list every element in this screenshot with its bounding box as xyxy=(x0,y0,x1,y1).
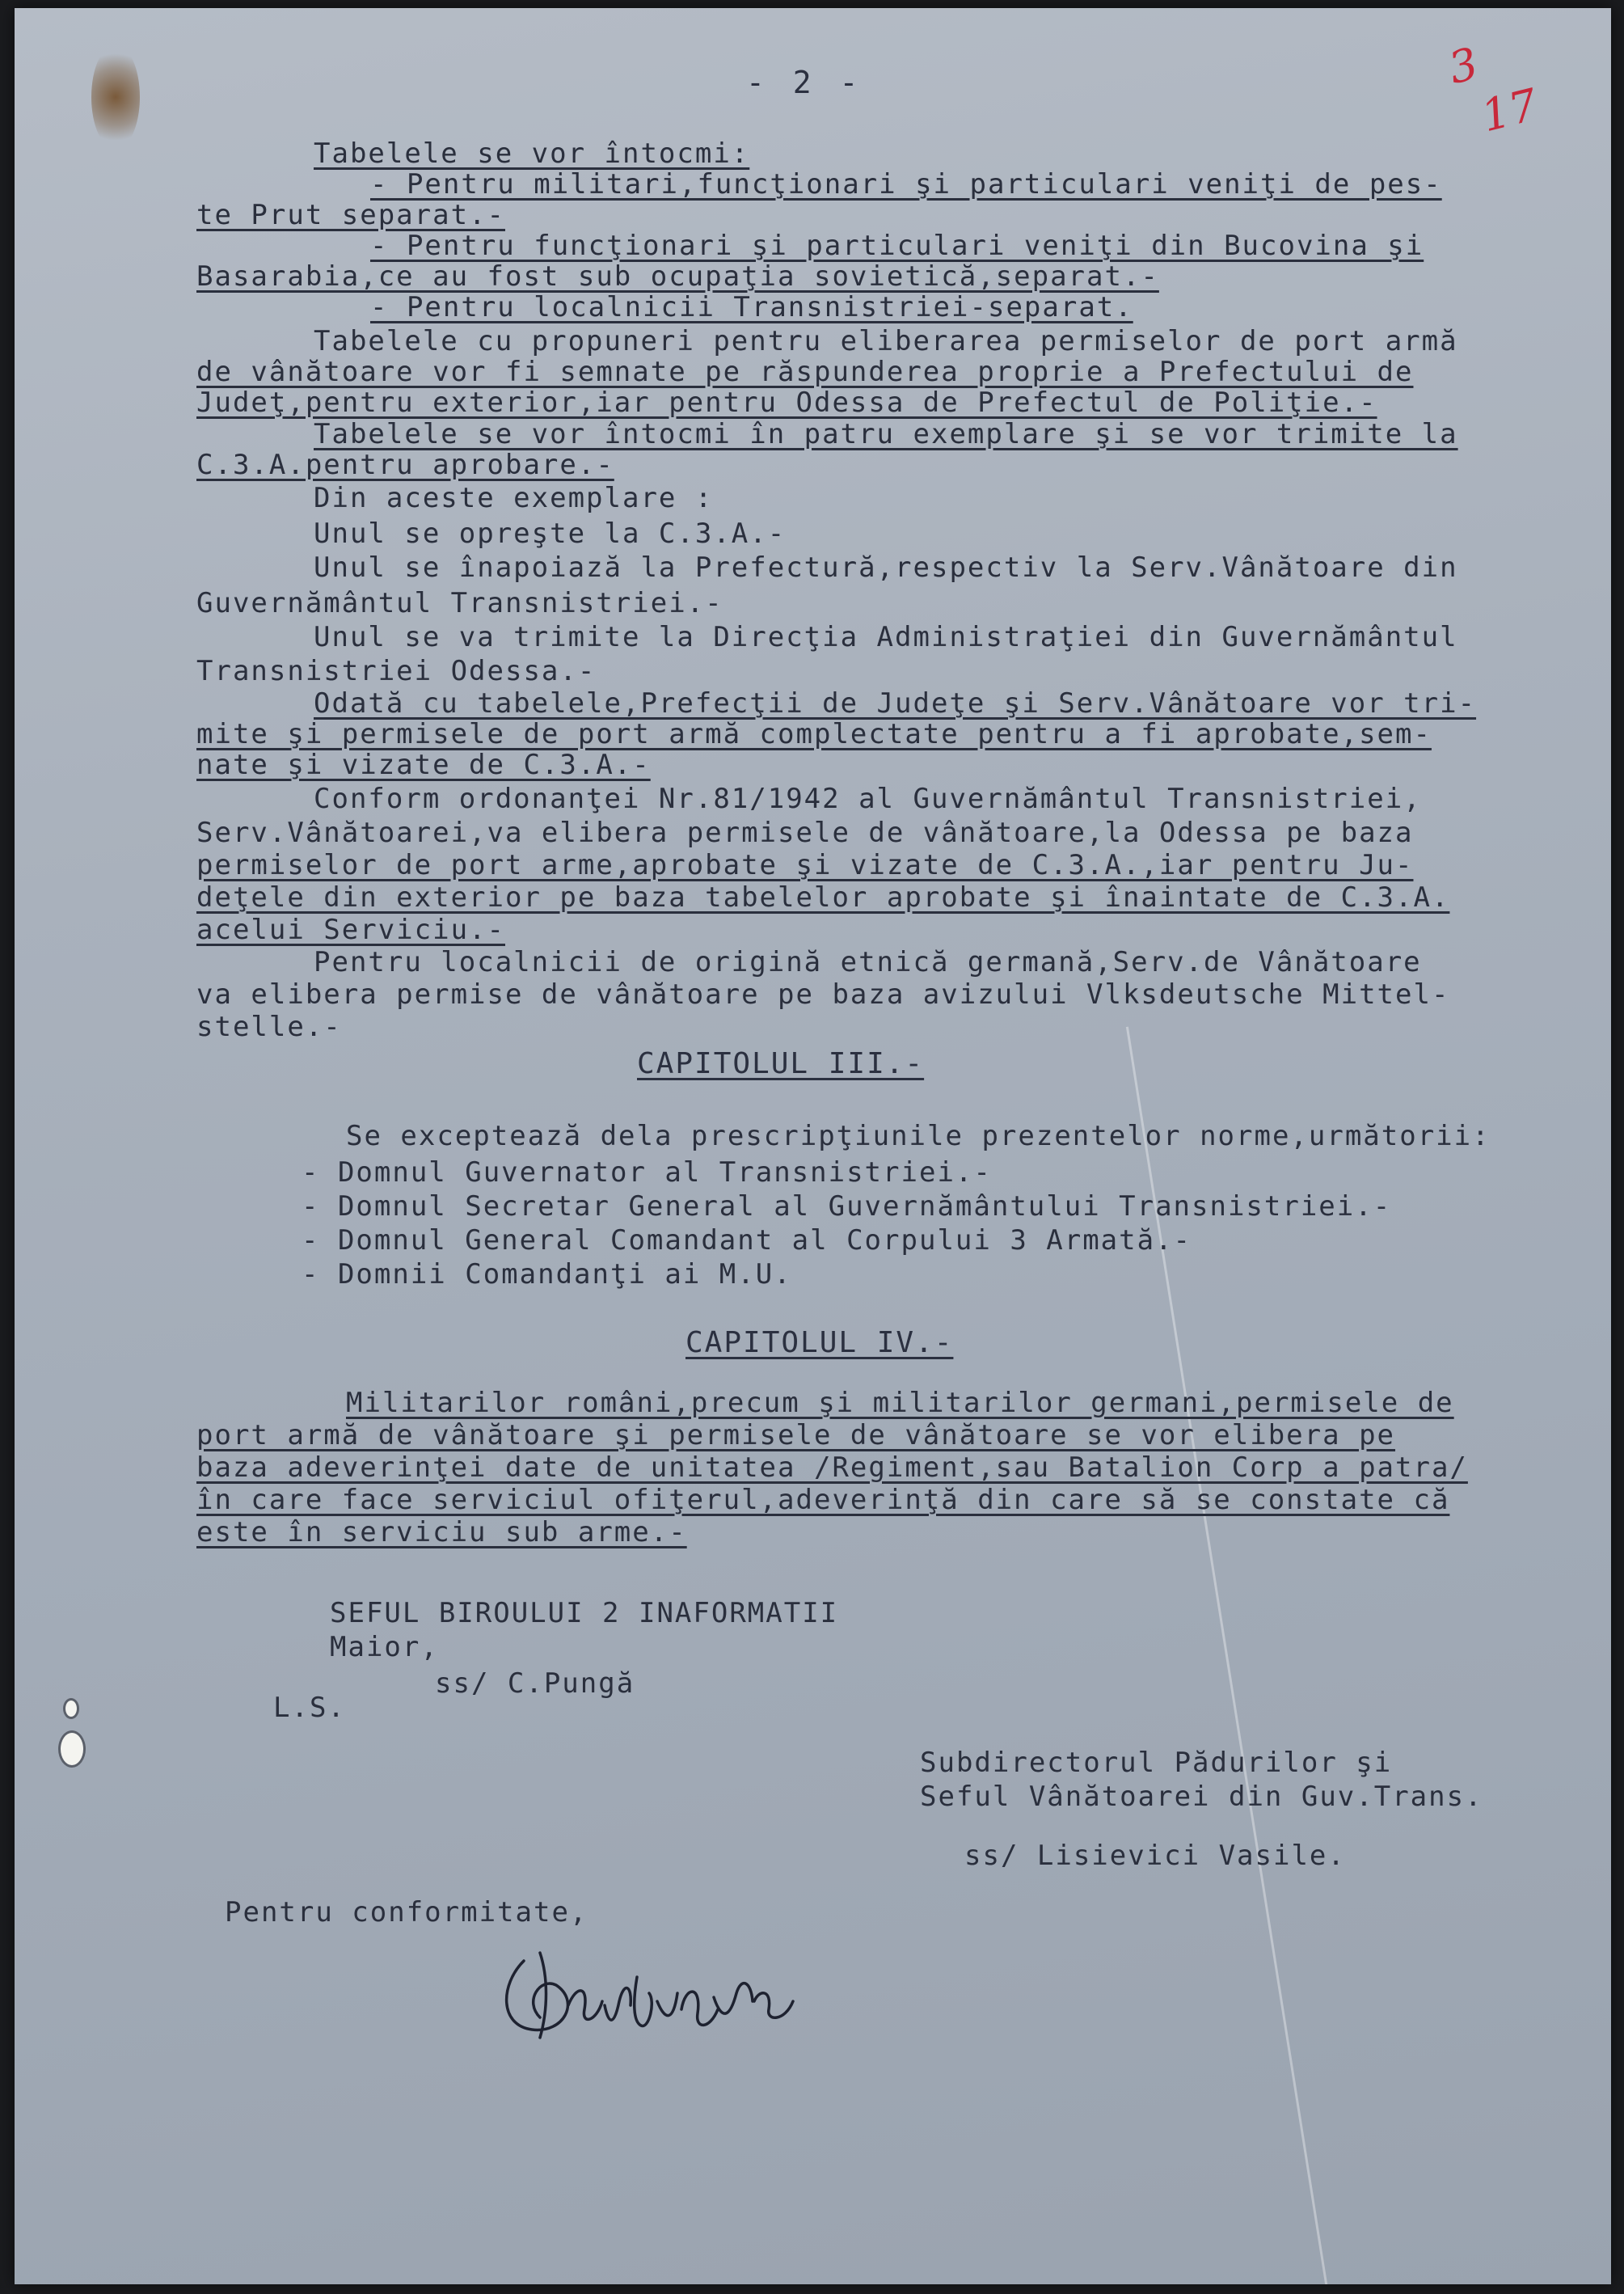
archive-number: 3 xyxy=(1443,37,1483,95)
punch-hole xyxy=(63,1698,79,1719)
signatory-title: SEFUL BIROULUI 2 INAFORMATII xyxy=(330,1597,839,1629)
body-line: te Prut separat.- xyxy=(196,199,505,231)
body-line: Tabelele se vor întocmi: xyxy=(314,137,750,170)
body-line: mite şi permisele de port armă complectate pentru a fi aprobate,sem- xyxy=(196,718,1432,750)
body-line: nate şi vizate de C.3.A.- xyxy=(196,749,651,781)
exception-item: - Domnul General Comandant al Corpului 3 Armată.- xyxy=(302,1224,1192,1257)
page-number: - 2 - xyxy=(746,65,863,100)
body-line: în care face serviciul ofiţerul,adeverinţă din care să se constate că xyxy=(196,1484,1450,1516)
punch-hole xyxy=(58,1730,86,1768)
body-line: acelui Serviciu.- xyxy=(196,914,505,946)
body-line: Transnistriei Odessa.- xyxy=(196,655,597,687)
body-line: deţele din exterior pe baza tabelelor aprobate şi înaintate de C.3.A. xyxy=(196,881,1450,914)
body-line: Basarabia,ce au fost sub ocupaţia sovietică,separat.- xyxy=(196,260,1159,293)
body-line: Din aceste exemplare : xyxy=(314,482,714,514)
exception-item: - Domnul Secretar General al Guvernământului Transnistriei.- xyxy=(302,1190,1392,1223)
body-line: Unul se opreşte la C.3.A.- xyxy=(314,518,787,550)
chapter-intro: Se exceptează dela prescripţiunile prezentelor norme,următorii: xyxy=(346,1120,1491,1152)
body-line: de vânătoare vor fi semnate pe răspunderea proprie a Prefectului de xyxy=(196,356,1414,388)
signatory-title: Subdirectorul Pădurilor şi xyxy=(920,1747,1393,1779)
seal-mark: L.S. xyxy=(273,1692,346,1724)
body-line: Judeţ,pentru exterior,iar pentru Odessa de Prefectul de Poliţie.- xyxy=(196,387,1377,419)
body-line: - Pentru funcţionari şi particulari veniţi din Bucovina şi xyxy=(370,230,1424,262)
body-line: Tabelele cu propuneri pentru eliberarea permiselor de port armă xyxy=(314,325,1458,357)
body-line: va elibera permise de vânătoare pe baza avizului Vlksdeutsche Mittel- xyxy=(196,978,1450,1011)
conformity-note: Pentru conformitate, xyxy=(225,1896,588,1929)
signatory-name: ss/ C.Pungă xyxy=(435,1667,635,1700)
body-line: - Pentru localnicii Transnistriei-separat. xyxy=(370,291,1133,323)
body-line: Unul se va trimite la Direcţia Administraţiei din Guvernământul xyxy=(314,621,1458,653)
signatory-rank: Maior, xyxy=(330,1631,439,1663)
archive-number: 17 xyxy=(1476,78,1543,142)
handwritten-signature xyxy=(491,1929,815,2050)
body-line: stelle.- xyxy=(196,1011,342,1043)
body-line: Pentru localnicii de origină etnică germană,Serv.de Vânătoare xyxy=(314,946,1422,978)
chapter-heading: CAPITOLUL III.- xyxy=(637,1047,925,1080)
body-line: permiselor de port arme,aprobate şi vizate de C.3.A.,iar pentru Ju- xyxy=(196,849,1414,881)
body-line: C.3.A.pentru aprobare.- xyxy=(196,449,614,481)
signatory-name: ss/ Lisievici Vasile. xyxy=(964,1840,1346,1872)
body-line: este în serviciu sub arme.- xyxy=(196,1516,687,1548)
body-line: - Pentru militari,funcţionari şi particulari veniţi de pes- xyxy=(370,168,1442,201)
body-line: Tabelele se vor întocmi în patru exemplare şi se vor trimite la xyxy=(314,418,1458,450)
body-line: port armă de vânătoare şi permisele de vânătoare se vor elibera pe xyxy=(196,1419,1396,1451)
rust-stain xyxy=(91,44,140,150)
body-line: Serv.Vânătoarei,va elibera permisele de vânătoare,la Odessa pe baza xyxy=(196,817,1414,849)
document-page xyxy=(15,8,1611,2284)
body-line: Conform ordonanţei Nr.81/1942 al Guvernământul Transnistriei, xyxy=(314,783,1422,815)
signatory-title: Seful Vânătoarei din Guv.Trans. xyxy=(920,1781,1483,1813)
body-line: baza adeverinţei date de unitatea /Regiment,sau Batalion Corp a patra/ xyxy=(196,1451,1468,1484)
body-line: Odată cu tabelele,Prefecţii de Judeţe şi Serv.Vânătoare vor tri- xyxy=(314,687,1477,720)
exception-item: - Domnul Guvernator al Transnistriei.- xyxy=(302,1156,992,1189)
exception-item: - Domnii Comandanţi ai M.U. xyxy=(302,1258,792,1291)
body-line: Unul se înapoiază la Prefectură,respectiv la Serv.Vânătoare din xyxy=(314,551,1458,584)
chapter-heading: CAPITOLUL IV.- xyxy=(685,1326,954,1359)
body-line: Guvernământul Transnistriei.- xyxy=(196,587,723,619)
body-line: Militarilor români,precum şi militarilor germani,permisele de xyxy=(346,1387,1454,1419)
